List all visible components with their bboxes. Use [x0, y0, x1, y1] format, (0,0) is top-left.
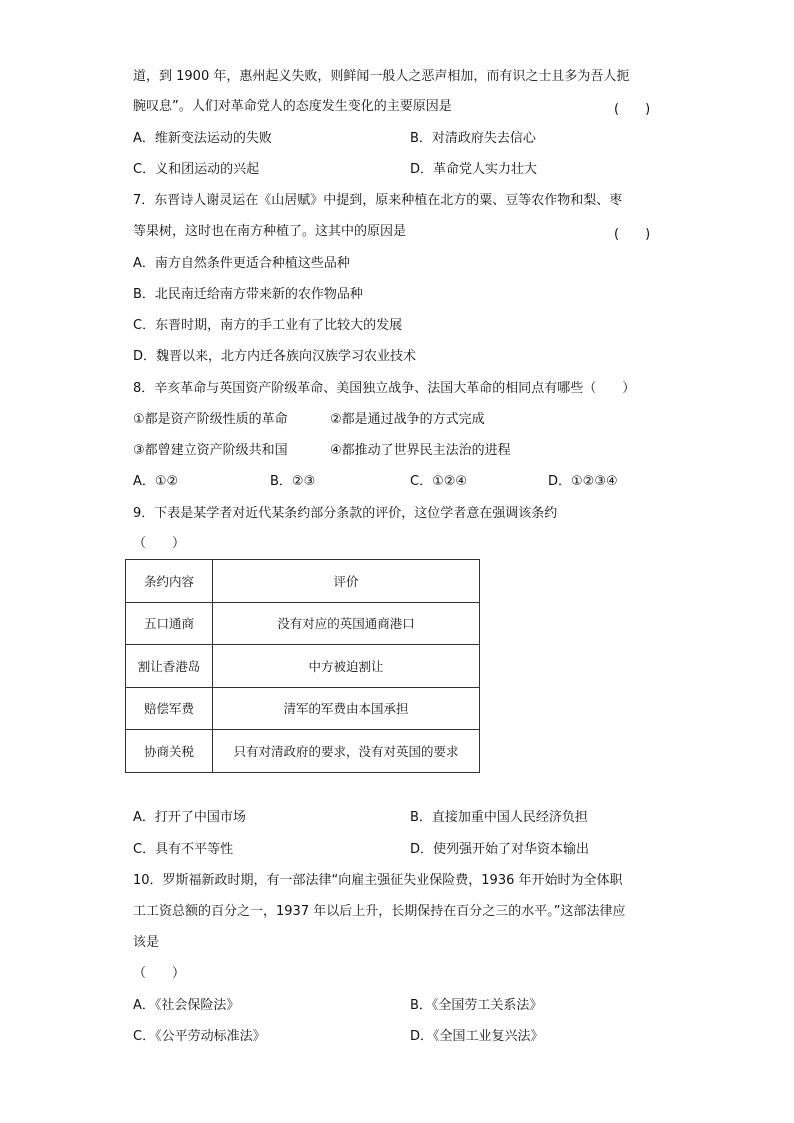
q6-answer-blank: ( ): [614, 102, 651, 117]
q9-option-d[interactable]: D．使列强开始了对华资本输出: [410, 842, 590, 857]
table-cell: 赔偿军费: [126, 687, 213, 730]
q6-option-b[interactable]: B．对清政府失去信心: [410, 131, 536, 146]
q7-stem-line-1: 7．东晋诗人谢灵运在《山居赋》中提到，原来种植在北方的粟、豆等农作物和梨、枣: [133, 193, 623, 208]
table-cell: 清军的军费由本国承担: [213, 687, 480, 730]
q8-statement-3: ③都曾建立资产阶级共和国: [133, 443, 288, 458]
table-row: [126, 730, 480, 773]
table-cell: 没有对应的英国通商港口: [213, 602, 480, 645]
table-row: [126, 687, 480, 730]
q10-stem-line-3: 该是: [133, 935, 160, 950]
table-header-cell: 条约内容: [126, 560, 213, 603]
q8-option-a[interactable]: A．①②: [133, 474, 179, 489]
q8-stem: 8．辛亥革命与英国资产阶级革命、美国独立战争、法国大革命的相同点有哪些（ ）: [133, 381, 636, 396]
q10-answer-blank: （ ）: [133, 966, 186, 981]
table-cell: 协商关税: [126, 730, 213, 773]
q10-option-d[interactable]: D．《全国工业复兴法》: [410, 1029, 544, 1044]
q6-stem-line-1: 道，到 1900 年，惠州起义失败，则鲜闻一般人之恶声相加，而有识之士且多为吾人扼: [133, 69, 630, 84]
q6-stem-line-2: 腕叹息”。人们对革命党人的态度发生变化的主要原因是: [133, 99, 452, 114]
table-cell: 割让香港岛: [126, 645, 213, 688]
q10-option-c[interactable]: C．《公平劳动标准法》: [133, 1029, 266, 1044]
q6-option-d[interactable]: D．革命党人实力壮大: [410, 162, 538, 177]
q8-statement-2: ②都是通过战争的方式完成: [330, 412, 485, 427]
q7-stem-line-2: 等果树，这时也在南方种植了。这其中的原因是: [133, 224, 407, 239]
q8-option-b[interactable]: B．②③: [270, 474, 316, 489]
q9-option-b[interactable]: B．直接加重中国人民经济负担: [410, 810, 588, 825]
q8-option-d[interactable]: D．①②③④: [548, 474, 618, 489]
table-row: [126, 645, 480, 688]
table-row: [126, 602, 480, 645]
q7-option-d[interactable]: D．魏晋以来，北方内迁各族向汉族学习农业技术: [133, 349, 417, 364]
q8-option-c[interactable]: C．①②④: [410, 474, 468, 489]
q9-option-a[interactable]: A．打开了中国市场: [133, 810, 246, 825]
table-header-row: [126, 560, 480, 603]
q8-statement-4: ④都推动了世界民主法治的进程: [330, 443, 511, 458]
q8-statement-1: ①都是资产阶级性质的革命: [133, 412, 288, 427]
q10-option-a[interactable]: A．《社会保险法》: [133, 998, 240, 1013]
q9-answer-blank: （ ）: [133, 536, 186, 551]
q6-option-a[interactable]: A．维新变法运动的失败: [133, 131, 272, 146]
table-cell: 中方被迫割让: [213, 645, 480, 688]
table-header-cell: 评价: [213, 560, 480, 603]
q9-option-c[interactable]: C．具有不平等性: [133, 842, 234, 857]
q9-stem: 9．下表是某学者对近代某条约部分条款的评价，这位学者意在强调该条约: [133, 506, 558, 521]
q10-option-b[interactable]: B．《全国劳工关系法》: [410, 998, 543, 1013]
q10-stem-line-2: 工工资总额的百分之一，1937 年以后上升，长期保持在百分之三的水平。”这部法律应: [133, 904, 626, 919]
q6-option-c[interactable]: C．义和团运动的兴起: [133, 162, 260, 177]
q7-option-a[interactable]: A．南方自然条件更适合种植这些品种: [133, 256, 350, 271]
q7-option-b[interactable]: B．北民南迁给南方带来新的农作物品种: [133, 287, 363, 302]
q7-answer-blank: ( ): [614, 227, 651, 242]
q10-stem-line-1: 10．罗斯福新政时期，有一部法律“向雇主强征失业保险费，1936 年开始时为全体职: [133, 873, 623, 888]
table-cell: 五口通商: [126, 602, 213, 645]
table-cell: 只有对清政府的要求，没有对英国的要求: [213, 730, 480, 773]
q9-evaluation-table: [125, 559, 480, 773]
q7-option-c[interactable]: C．东晋时期，南方的手工业有了比较大的发展: [133, 318, 403, 333]
